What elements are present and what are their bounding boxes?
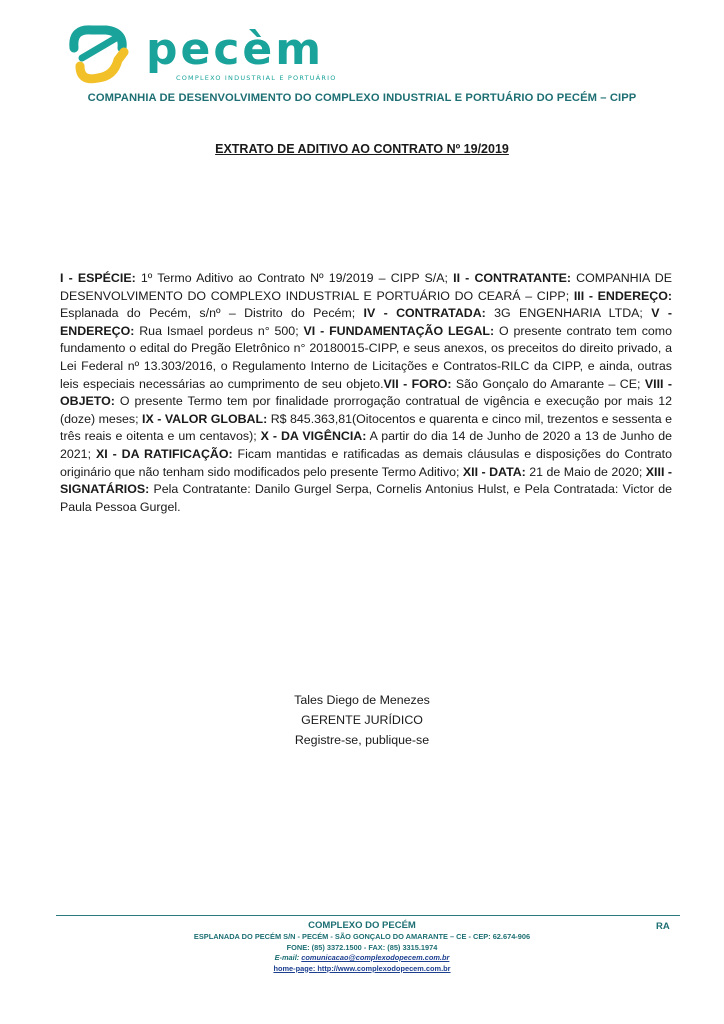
clause-label: XI - DA RATIFICAÇÃO: — [95, 446, 233, 461]
signature-block — [0, 690, 724, 750]
footer-homepage-label: home-page: — [273, 963, 318, 973]
footer-email-label: E-mail: — [274, 953, 302, 962]
clause-text: 1º Termo Aditivo ao Contrato Nº 19/2019 – CIPP S/A; — [135, 271, 454, 285]
logo-brand-text: pecèm — [146, 24, 325, 75]
clause-text: R$ 845.363,81(Oitocentos e quarenta e cinco mil, trezentos e sessenta e três reais e oitenta e um centavos); — [60, 411, 673, 444]
signatory-name: Tales Diego de Menezes — [294, 693, 430, 707]
footer-title: COMPLEXO DO PECÉM — [308, 920, 416, 931]
footer-email-line — [0, 953, 724, 964]
clause-label: IV - CONTRATADA: — [363, 306, 486, 321]
publication-note: Registre-se, publique-se — [294, 733, 430, 747]
document-title: EXTRATO DE ADITIVO AO CONTRATO Nº 19/2019 — [215, 142, 509, 156]
clause-label: II - CONTRATANTE: — [453, 271, 572, 285]
footer-email-link[interactable]: comunicacao@complexodopecem.com.br — [301, 953, 450, 962]
clause-label: III - ENDEREÇO: — [573, 288, 672, 303]
clause-label: X - DA VIGÊNCIA: — [260, 429, 367, 444]
clause-label: VIII - OBJETO: — [60, 376, 672, 409]
clause-label: XII - DATA: — [462, 464, 526, 479]
clause-text: A partir do dia 14 de Junho de 2020 a 13 de Junho de 2021; — [60, 429, 672, 461]
clause-text: Pela Contratante: Danilo Gurgel Serpa, Cornelis Antonius Hulst, e Pela Contratada: Victor de Paula Pessoa Gurgel. — [60, 482, 672, 514]
clause-text: Ficam mantidas e ratificadas as demais cláusulas e disposições do Contrato originário que não tenham sido modificados pelo presente Termo Aditivo; — [60, 446, 672, 479]
clause-text: Esplanada do Pecém, s/nº – Distrito do Pecém; — [60, 306, 364, 321]
clause-text: 3G ENGENHARIA LTDA; — [485, 306, 652, 321]
contract-extract-body — [60, 270, 672, 516]
clause-label: I - ESPÉCIE: — [60, 271, 136, 285]
footer-homepage-link[interactable]: http://www.complexodopecem.com.br — [317, 963, 451, 973]
clause-label: IX - VALOR GLOBAL: — [142, 411, 268, 426]
logo-tagline-text: COMPLEXO INDUSTRIAL E PORTUÁRIO — [176, 74, 337, 82]
pecem-logo — [66, 22, 356, 84]
clause-label: VII - FORO: — [383, 376, 452, 391]
footer-homepage-line — [0, 964, 724, 975]
footer — [0, 920, 724, 974]
company-name-header: COMPANHIA DE DESENVOLVIMENTO DO COMPLEXO INDUSTRIAL E PORTUÁRIO DO PECÉM – CIPP — [87, 92, 637, 104]
footer-divider — [56, 915, 680, 916]
footer-address: ESPLANADA DO PECÉM S/N - PECÉM - SÃO GONÇALO DO AMARANTE – CE - CEP: 62.674-906 — [193, 932, 531, 941]
clause-text: São Gonçalo do Amarante – CE; — [451, 376, 645, 391]
clause-text: COMPANHIA DE DESENVOLVIMENTO DO COMPLEXO INDUSTRIAL E PORTUÁRIO DO CEARÁ – CIPP; — [60, 271, 672, 303]
clause-text: O presente Termo tem por finalidade prorrogação contratual de vigência e execução por mais 12 (doze) meses; — [60, 394, 672, 426]
clause-text: Rua Ismael pordeus n° 500; — [134, 323, 304, 338]
signatory-role: GERENTE JURÍDICO — [301, 713, 423, 727]
clause-label: XIII - SIGNATÁRIOS: — [60, 464, 672, 497]
logo-mark-slash — [82, 38, 116, 58]
clause-label: V - ENDEREÇO: — [60, 306, 672, 338]
footer-initials: RA — [656, 921, 670, 932]
footer-phones: FONE: (85) 3372.1500 - FAX: (85) 3315.1974 — [286, 942, 438, 952]
clause-text: 21 de Maio de 2020; — [525, 464, 646, 479]
clause-label: VI - FUNDAMENTAÇÃO LEGAL: — [303, 323, 495, 338]
clause-text: O presente contrato tem como fundamento o edital do Pregão Eletrônico n° 20180015-CIPP, e seus anexos, os preceitos do direito privado, a Lei Federal nº 13.303/2016, o Regulamento Interno de Licitações e Contratos-RILC da CIPP, e ainda, outras leis especiais necessárias ao cumprimento de seu objeto. — [60, 323, 672, 391]
